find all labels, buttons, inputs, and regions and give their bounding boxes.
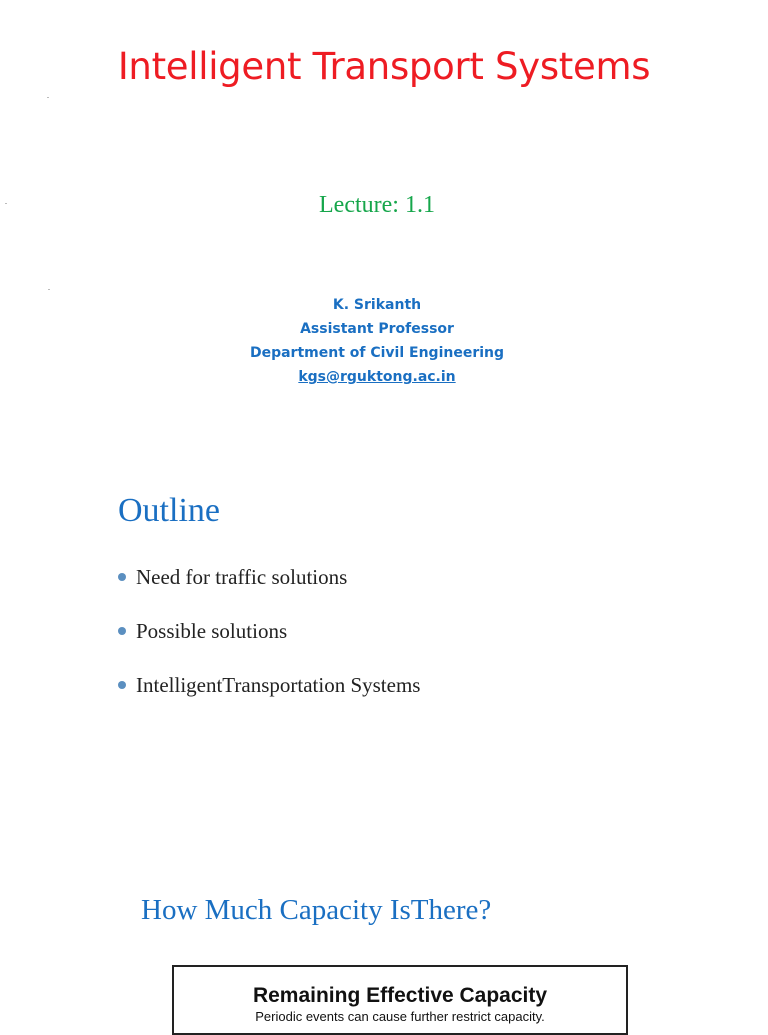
list-item-text: IntelligentTransportation Systems	[136, 673, 421, 697]
author-position: Assistant Professor	[300, 321, 454, 337]
outline-list	[118, 562, 420, 724]
bullet-icon	[118, 681, 126, 689]
lecture-number: Lecture: 1.1	[319, 192, 435, 218]
author-block	[0, 293, 754, 389]
list-item	[118, 562, 420, 616]
list-item	[118, 670, 420, 724]
list-item-text: Possible solutions	[136, 619, 288, 643]
list-item	[118, 616, 420, 670]
figure-subtitle: Periodic events can cause further restrict capacity.	[255, 1009, 545, 1024]
list-item-text: Need for traffic solutions	[136, 565, 348, 589]
bullet-icon	[118, 573, 126, 581]
slide-title: Intelligent Transport Systems	[117, 45, 651, 88]
author-name: K. Srikanth	[332, 297, 422, 313]
author-email-link[interactable]: kgs@rguktong.ac.in	[298, 369, 456, 385]
scan-speck	[48, 289, 50, 290]
outline-heading: Outline	[118, 492, 220, 529]
capacity-heading: How Much Capacity IsThere?	[141, 894, 492, 926]
scan-speck	[47, 97, 49, 98]
bullet-icon	[118, 627, 126, 635]
capacity-figure	[172, 965, 628, 1035]
figure-title: Remaining Effective Capacity	[252, 984, 548, 1007]
author-department: Department of Civil Engineering	[249, 345, 505, 361]
